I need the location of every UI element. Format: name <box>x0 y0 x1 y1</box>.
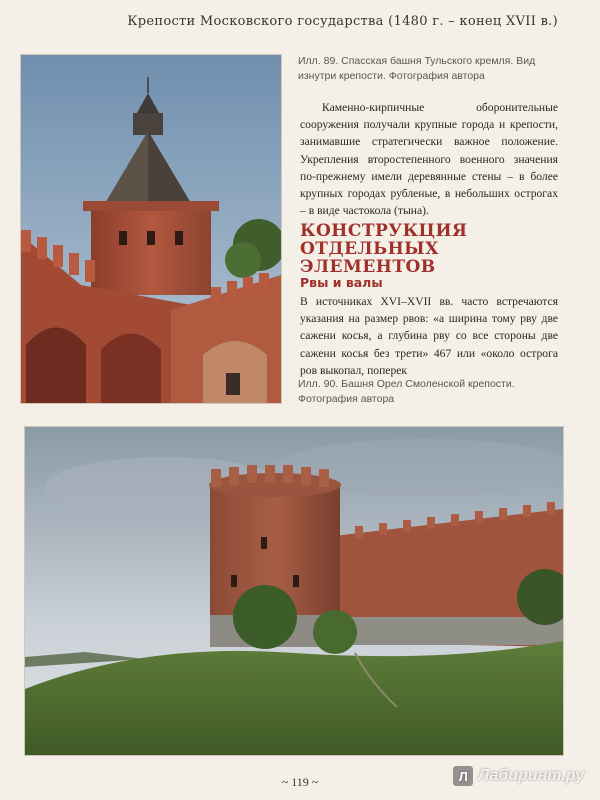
section-heading: КОНСТРУКЦИЯ ОТДЕЛЬНЫХ ЭЛЕМЕНТОВ <box>300 221 468 277</box>
paragraph-moats: В источниках XVI–XVII вв. часто встречаются указания на размер рвов: «а ширина тому рву две сажени косья, а глубина рву со все стороны две сажени косья без трети» 467 или «около острога ров выкопал, поперек <box>300 295 558 377</box>
watermark-text: Лабиринт.ру <box>478 767 584 784</box>
paragraph-intro: Каменно-кирпичные оборонительные сооружения получали крупные города и крепости, занимавшие стратегически важное положение. Укрепления второстепенного военного значения по-прежнему имели деревянные стены – в более крупных городах рубленые, в небольших острогах – в виде частокола (тына). <box>300 101 558 218</box>
photo-oryol-tower <box>24 426 564 756</box>
photo-spasskaya-tower <box>20 54 282 404</box>
subsection-heading: Рвы и валы <box>300 275 383 290</box>
figure-90-caption: Илл. 90. Башня Орел Смоленской крепости. Фотография автора <box>298 378 515 405</box>
running-header: Крепости Московского государства (1480 г. – конец XVII в.) <box>127 14 558 29</box>
page-number: ~ 119 ~ <box>281 775 319 789</box>
figure-89-caption: Илл. 89. Спасская башня Тульского кремля. Вид изнутри крепости. Фотография автора <box>298 55 536 82</box>
labirint-logo-icon: Л <box>453 766 473 786</box>
watermark <box>453 766 584 786</box>
